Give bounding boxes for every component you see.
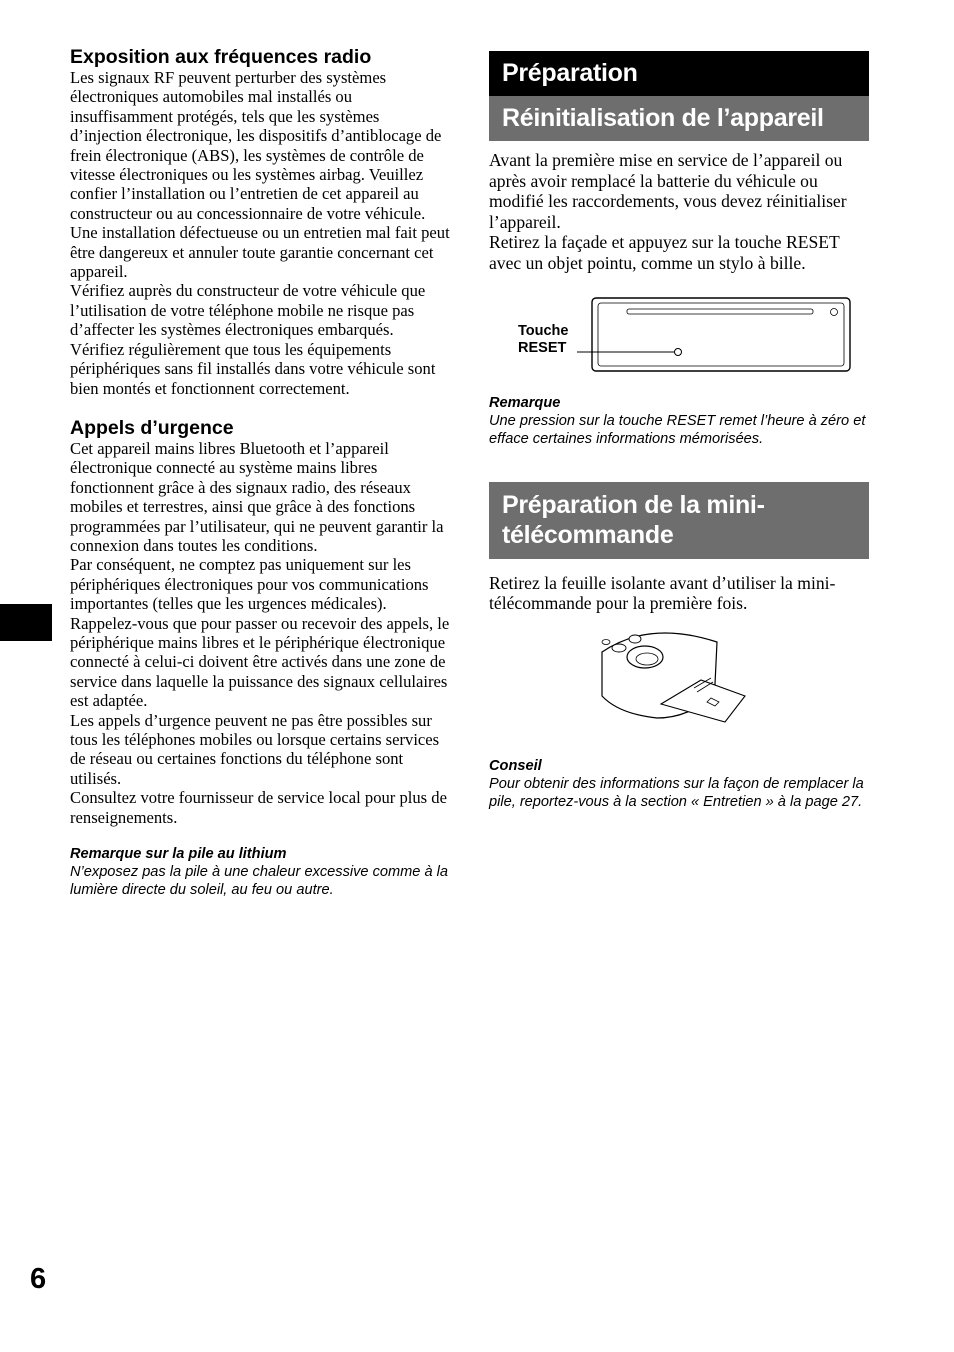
paragraph: Consultez votre fournisseur de service local pour plus de renseignements. — [70, 788, 447, 827]
paragraph: Vérifiez régulièrement que tous les équipements périphériques sans fil installés dans votre véhicule sont bien montés et fonctionnent correctement. — [70, 339, 436, 398]
heading-rf-exposure: Exposition aux fréquences radio — [70, 46, 372, 68]
section-title-line1: Préparation de la mini- — [502, 490, 765, 519]
paragraph: Avant la première mise en service de l’appareil ou après avoir remplacé la batterie du véhicule ou modifié les raccordements, vous devez réinitialiser l’appareil. — [489, 150, 847, 232]
paragraph: Les appels d’urgence peuvent ne pas être possibles sur tous les téléphones mobiles ou lorsque certains services de réseau ou certaines fonctions du téléphone sont utilisés. — [70, 710, 440, 788]
note-text: Une pression sur la touche RESET remet l’heure à zéro et efface certaines informations mémorisées. — [489, 412, 866, 447]
section-title-remote — [489, 482, 869, 559]
tip-text: Pour obtenir des informations sur la façon de remplacer la pile, reportez-vous à la section « Entretien » à la page 27. — [489, 775, 864, 810]
paragraph: Vérifiez auprès du constructeur de votre véhicule que l’utilisation de votre téléphone mobile ne risque pas d’affecter les systèmes électroniques embarqués. — [70, 281, 426, 340]
paragraph: Retirez la façade et appuyez sur la touche RESET avec un objet pointu, comme un stylo à bille. — [489, 232, 840, 273]
car-stereo-unit-illustration — [489, 288, 869, 390]
paragraph: Retirez la feuille isolante avant d’utiliser la mini-télécommande pour la première fois. — [489, 572, 836, 614]
paragraph: Par conséquent, ne comptez pas uniquement sur les périphériques électroniques pour vos communications importantes (telles que les urgences médicales). — [70, 555, 429, 614]
tip-box — [489, 757, 869, 811]
remote-figure — [489, 622, 869, 757]
note-title: Remarque — [489, 394, 561, 411]
chapter-title: Préparation — [489, 51, 869, 96]
figure-label-reset: RESET — [518, 339, 567, 356]
reset-figure — [489, 288, 869, 390]
right-column — [489, 51, 869, 811]
page-number: 6 — [30, 1263, 47, 1295]
figure-label-touche: Touche — [518, 322, 569, 339]
note-text: N’exposez pas la pile à une chaleur excessive comme à la lumière directe du soleil, au feu ou autre. — [70, 864, 449, 899]
heading-emergency-calls: Appels d’urgence — [70, 416, 234, 439]
paragraph: Les signaux RF peuvent perturber des systèmes électroniques automobiles mal installés ou insuffisamment protégés, tels que les systèmes d’injection électronique, les dispositifs d’antiblocage de frein électronique (ABS), les systèmes de contrôle de vitesse électroniques ou les systèmes airbag. Veuillez confier l’installation ou l’entretien de cet appareil au constructeur ou au concessionnaire de votre véhicule. Une installation défectueuse ou un entretien mal fait peut être dangereux et annuler toute garantie concernant cet appareil. — [70, 68, 450, 282]
reset-note — [489, 394, 869, 448]
note-title: Remarque sur la pile au lithium — [70, 846, 287, 863]
left-column — [70, 46, 450, 899]
paragraph: Rappelez-vous que pour passer ou recevoir des appels, le périphérique mains libres et le périphérique électronique connecté à celui-ci doivent être activés dans une zone de service dans laquelle la puissance des signaux cellulaires est adaptée. — [70, 613, 450, 711]
paragraph: Cet appareil mains libres Bluetooth et l’appareil électronique connecté au système mains libres fonctionnent grâce à des signaux radio, des réseaux mobiles et terrestres, ainsi que grâce à des fonctions programmées par l’utilisateur, qui ne peuvent garantir la connexion dans toutes les conditions. — [70, 438, 444, 555]
tip-title: Conseil — [489, 757, 542, 774]
side-thumb-tab — [0, 604, 52, 641]
section-title-line2: télécommande — [502, 520, 674, 549]
remote-control-illustration — [489, 622, 869, 757]
section-title-reset: Réinitialisation de l’appareil — [489, 96, 869, 141]
lithium-note — [70, 845, 450, 899]
